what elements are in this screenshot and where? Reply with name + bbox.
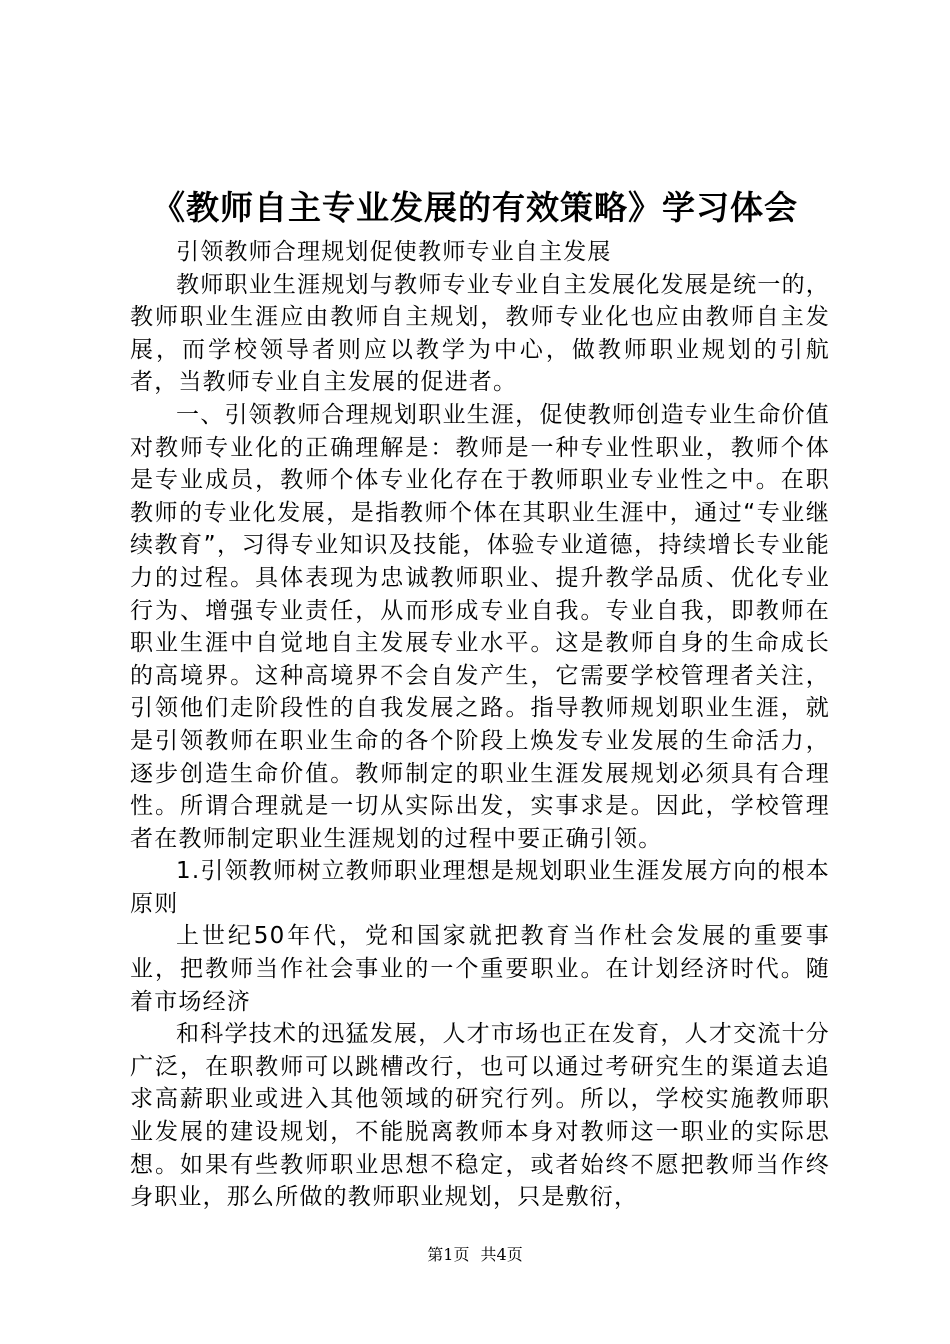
document-body — [130, 236, 830, 1214]
page-number-footer: 第1页 共4页 — [427, 1245, 523, 1264]
body-paragraph: 教师职业生涯规划与教师专业专业自主发展化发展是统一的，教师职业生涯应由教师自主规划，教师专业化也应由教师自主发展，而学校领导者则应以教学为中心，做教师职业规划的引航者，当教师专业自主发展的促进者。 — [130, 271, 830, 396]
section-heading: 引领教师合理规划促使教师专业自主发展 — [176, 239, 612, 265]
subsection-heading: 1.引领教师树立教师职业理想是规划职业生涯发展方向的根本原则 — [130, 858, 830, 917]
document-title: 《教师自主专业发展的有效策略》学习体会 — [152, 188, 798, 227]
body-paragraph: 和科学技术的迅猛发展，人才市场也正在发育，人才交流十分广泛，在职教师可以跳槽改行，也可以通过考研究生的渠道去追求高薪职业或进入其他领域的研究行列。所以，学校实施教师职业发展的建设规划，不能脱离教师本身对教师这一职业的实际思想。如果有些教师职业思想不稳定，或者始终不愿把教师当作终身职业，那么所做的教师职业规划，只是敷衍， — [130, 1021, 830, 1211]
body-paragraph: 一、引领教师合理规划职业生涯，促使教师创造专业生命价值对教师专业化的正确理解是：教师是一种专业性职业，教师个体是专业成员，教师个体专业化存在于教师职业专业性之中。在职教师的专业化发展，是指教师个体在其职业生涯中，通过“专业继续教育”，习得专业知识及技能，体验专业道德，持续增长专业能力的过程。具体表现为忠诚教师职业、提升教学品质、优化专业行为、增强专业责任，从而形成专业自我。专业自我，即教师在职业生涯中自觉地自主发展专业水平。这是教师自身的生命成长的高境界。这种高境界不会自发产生，它需要学校管理者关注，引领他们走阶段性的自我发展之路。指导教师规划职业生涯，就是引领教师在职业生命的各个阶段上焕发专业发展的生命活力，逐步创造生命价值。教师制定的职业生涯发展规划必须具有合理性。所谓合理就是一切从实际出发，实事求是。因此，学校管理者在教师制定职业生涯规划的过程中要正确引领。 — [130, 401, 830, 852]
body-paragraph: 上世纪50年代，党和国家就把教育当作杜会发展的重要事业，把教师当作社会事业的一个重要职业。在计划经济时代。随着市场经济 — [130, 923, 830, 1015]
